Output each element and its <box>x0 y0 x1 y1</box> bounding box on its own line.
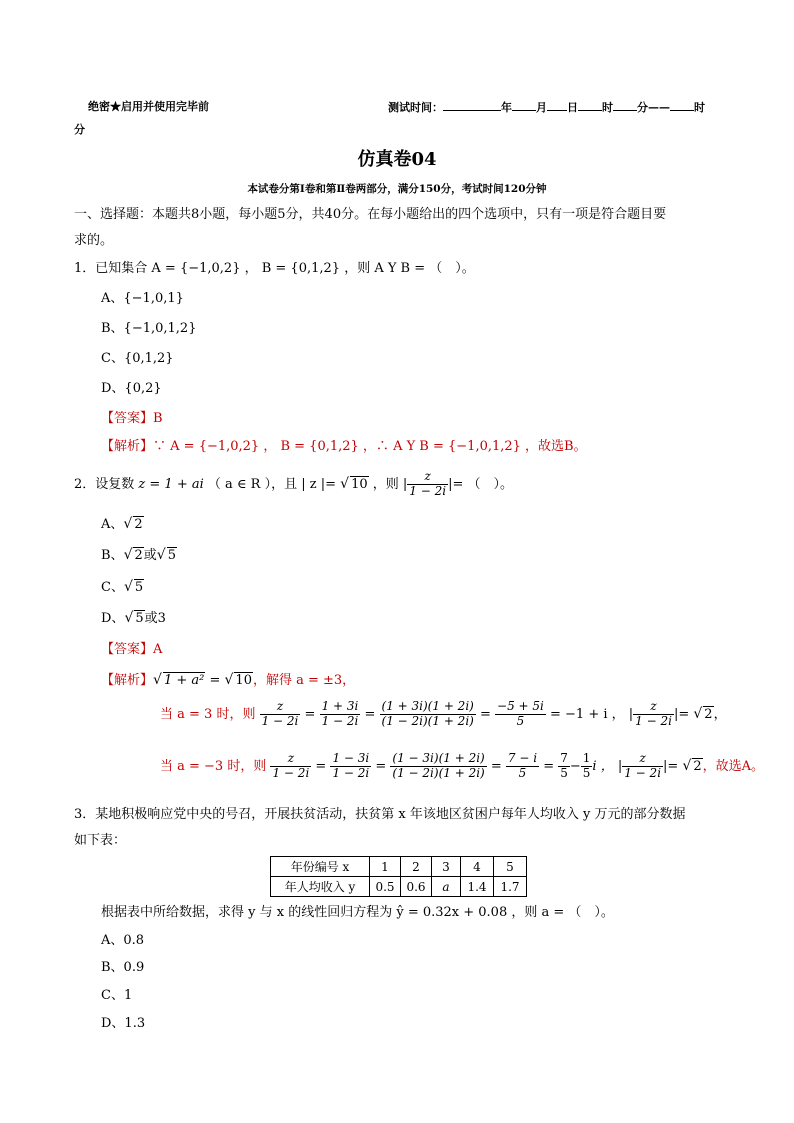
q2-stem-b: z = 1 + ai <box>138 476 204 492</box>
table-cell: a <box>432 877 461 897</box>
table-cell: 年份编号 x <box>271 857 370 877</box>
case1-abs-frac: $\frac{z}{1 - 2i}$ <box>635 699 672 728</box>
table-row <box>271 857 527 877</box>
case2-frac-3: $\frac{7 - i}{5}$ <box>507 751 538 780</box>
q2-stem-c: （ a ∈ R ），且 | z |= <box>207 476 341 492</box>
data-table <box>270 856 527 897</box>
table-cell: 年人均收入 y <box>271 877 370 897</box>
case1-frac-0: $\frac{z}{1 - 2i}$ <box>261 699 299 728</box>
year-label: 年 <box>501 101 512 114</box>
table-cell: 5 <box>494 857 527 877</box>
case2-frac-1: $\frac{1 - 3i}{1 - 2i}$ <box>332 751 370 780</box>
table-cell: 1.7 <box>494 877 527 897</box>
minute-label: 分—— <box>637 101 670 114</box>
case2-frac-4: $\frac{7}{5}$ <box>560 751 568 780</box>
q1-option-b: B、{−1,0,1,2} <box>101 321 197 336</box>
test-time-line <box>388 98 705 115</box>
section-heading-cont: 求的。 <box>74 233 114 248</box>
case2-frac-0: $\frac{z}{1 - 2i}$ <box>272 751 310 780</box>
q3-option-b: B、0.9 <box>101 960 145 975</box>
q3-option-d: D、1.3 <box>101 1016 146 1031</box>
question-1-stem: 1．已知集合 A = {−1,0,2} ， B = {0,1,2} ，则 A Y B = （ ）。 <box>74 261 475 276</box>
q2-option-c: C、√ 5 <box>101 579 144 595</box>
q2-case2: 当 a = −3 时，则 $\frac{z}{1 - 2i}$ = $\frac{1 - 3i}{1 - 2i}$ = $\frac{(1 - 3i)(1 + 2i)}{(1 - 2i)(1 + 2i)}$ = $\frac{7 - i}{5}$ = $\frac{7}{5}$ − $\frac{1}{5}$ i ， | $\frac{z}{1 - 2i}$ |= √ 2，故选A。 <box>160 751 765 780</box>
case1-frac-1: $\frac{1 + 3i}{1 - 2i}$ <box>321 699 359 728</box>
question-3-stem-regression: 根据表中所给数据，求得 y 与 x 的线性回归方程为 ŷ = 0.32x + 0.08 ，则 a = （ ）。 <box>101 905 614 920</box>
q2-analysis-line1: 【解析】√ 1 + a² = √ 10，解得 a = ±3， <box>101 672 356 688</box>
q2-option-a: A、√ 2 <box>101 516 143 532</box>
answer-value: A <box>153 642 163 657</box>
analysis-label: 【解析】 <box>101 673 154 688</box>
q2-sqrt-value: 10 <box>351 476 368 492</box>
table-cell: 0.6 <box>401 877 432 897</box>
q2-option-b: B、√ 2或√ 5 <box>101 547 176 563</box>
analysis-text: ∵ A = {−1,0,2} ， B = {0,1,2} ，∴ A Y B = {−1,0,1,2} ，故选B。 <box>153 439 587 454</box>
table-cell: 1 <box>370 857 401 877</box>
q2-stem-a: 2．设复数 <box>74 476 135 492</box>
case1-frac-3: $\frac{-5 + 5i}{5}$ <box>497 699 544 728</box>
table-cell: 2 <box>401 857 432 877</box>
case2-frac-2: $\frac{(1 - 3i)(1 + 2i)}{(1 - 2i)(1 + 2i)}$ <box>392 751 485 780</box>
hour-end-label: 时 <box>694 101 705 114</box>
q3-option-c: C、1 <box>101 988 133 1003</box>
q2-case1: 当 a = 3 时，则 $\frac{z}{1 - 2i}$ = $\frac{1 + 3i}{1 - 2i}$ = $\frac{(1 + 3i)(1 + 2i)}{(1 - 2i)(1 + 2i)}$ = $\frac{-5 + 5i}{5}$ = −1 + i ， | $\frac{z}{1 - 2i}$ |= √ 2， <box>160 699 727 728</box>
answer-value: B <box>153 411 163 426</box>
answer-label: 【答案】 <box>101 411 154 426</box>
q2-option-d: D、√ 5或3 <box>101 610 166 626</box>
q1-option-c: C、{0,1,2} <box>101 351 174 366</box>
analysis-label: 【解析】 <box>101 439 154 454</box>
case2-abs-frac: $\frac{z}{1 - 2i}$ <box>624 751 662 780</box>
q2-stem-f: |= （ ）。 <box>448 476 513 492</box>
q2-stem-e: ，则 | <box>372 476 408 492</box>
table-cell: 1.4 <box>461 877 494 897</box>
q3-option-a: A、0.8 <box>101 933 145 948</box>
page-title: 仿真卷04 <box>357 149 437 170</box>
day-label: 日 <box>567 101 578 114</box>
month-label: 月 <box>536 101 547 114</box>
q1-analysis <box>101 435 587 454</box>
question-3-stem: 3．某地积极响应党中央的号召，开展扶贫活动，扶贫第 x 年该地区贫困户每年人均收入 y 万元的部分数据 <box>74 807 686 822</box>
q1-answer <box>101 407 163 426</box>
case2-frac-5: $\frac{1}{5}$ <box>582 751 591 780</box>
time-label: 测试时间： <box>388 101 443 114</box>
table-cell: 4 <box>461 857 494 877</box>
q2-fraction: $\frac{z}{1 - 2i}$ <box>409 469 447 498</box>
confidential-label: 绝密★启用并使用完毕前 <box>88 100 209 113</box>
page-subtitle: 本试卷分第Ⅰ卷和第Ⅱ卷两部分，满分150分，考试时间120分钟 <box>247 183 547 195</box>
time-wrap: 分 <box>74 123 85 136</box>
question-3-stem-cont: 如下表： <box>74 833 127 848</box>
section-heading: 一、选择题：本题共8小题，每小题5分，共40分。在每小题给出的四个选项中，只有一项是符合题目要 <box>74 207 667 222</box>
answer-label: 【答案】 <box>101 642 154 657</box>
table-cell: 3 <box>432 857 461 877</box>
q1-option-a: A、{−1,0,1} <box>101 291 184 306</box>
table-row <box>271 877 527 897</box>
q1-option-d: D、{0,2} <box>101 381 162 396</box>
table-cell: 0.5 <box>370 877 401 897</box>
question-2-stem: 2．设复数 z = 1 + ai （ a ∈ R ），且 | z |= √ 10 ，则 | $\frac{z}{1 - 2i}$ |= （ ）。 <box>74 469 513 498</box>
q2-answer <box>101 638 162 657</box>
hour-label: 时 <box>602 101 613 114</box>
case1-frac-2: $\frac{(1 + 3i)(1 + 2i)}{(1 - 2i)(1 + 2i)}$ <box>381 699 474 728</box>
